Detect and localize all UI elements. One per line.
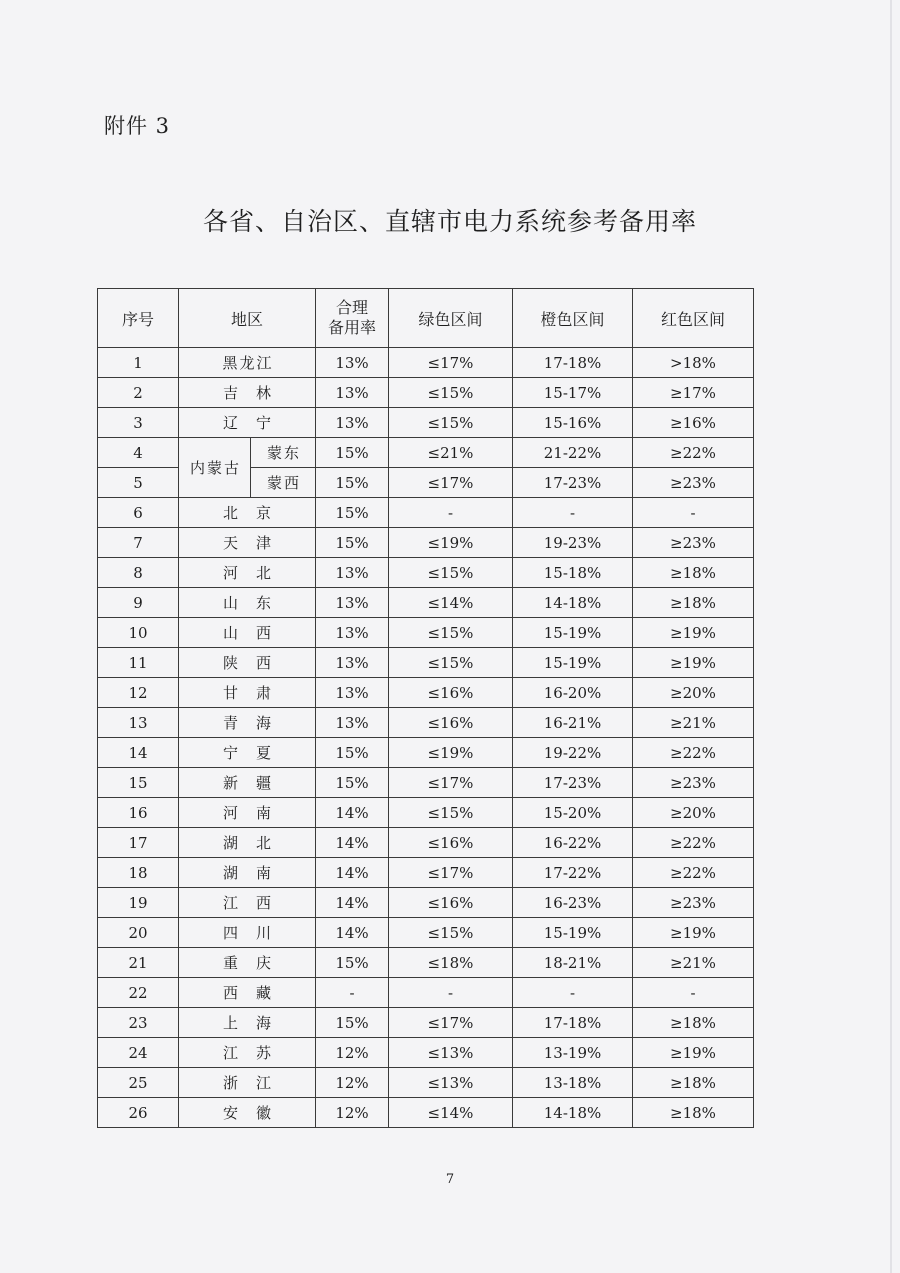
orange-range: 15-19% (513, 618, 633, 648)
table-row (98, 918, 754, 948)
green-range: ≤21% (389, 438, 513, 468)
orange-range: 15-20% (513, 798, 633, 828)
red-range: ≥16% (633, 408, 754, 438)
region-name: 江苏 (179, 1038, 316, 1068)
orange-range: 15-17% (513, 378, 633, 408)
red-range: >18% (633, 348, 754, 378)
table-row (98, 618, 754, 648)
green-range: ≤17% (389, 768, 513, 798)
orange-range: 21-22% (513, 438, 633, 468)
red-range: ≥22% (633, 438, 754, 468)
reserve-rate: 15% (316, 498, 389, 528)
red-range: ≥19% (633, 918, 754, 948)
row-index: 17 (98, 828, 179, 858)
red-range: ≥19% (633, 648, 754, 678)
red-range: ≥18% (633, 558, 754, 588)
header-region: 地区 (179, 289, 316, 348)
region-name: 甘肃 (179, 678, 316, 708)
region-name: 宁夏 (179, 738, 316, 768)
orange-range: - (513, 498, 633, 528)
region-name: 河南 (179, 798, 316, 828)
row-index: 24 (98, 1038, 179, 1068)
region-name: 天津 (179, 528, 316, 558)
green-range: ≤16% (389, 708, 513, 738)
orange-range: 14-18% (513, 1098, 633, 1128)
row-index: 16 (98, 798, 179, 828)
reserve-rate: 15% (316, 468, 389, 498)
page-title: 各省、自治区、直辖市电力系统参考备用率 (202, 207, 697, 236)
table-row (98, 1008, 754, 1038)
green-range: - (389, 498, 513, 528)
orange-range: 18-21% (513, 948, 633, 978)
green-range: ≤16% (389, 828, 513, 858)
table-row (98, 558, 754, 588)
green-range: ≤16% (389, 678, 513, 708)
orange-range: 13-19% (513, 1038, 633, 1068)
region-name: 浙江 (179, 1068, 316, 1098)
row-index: 23 (98, 1008, 179, 1038)
red-range: ≥18% (633, 1098, 754, 1128)
header-green: 绿色区间 (389, 289, 513, 348)
row-index: 1 (98, 348, 179, 378)
green-range: ≤15% (389, 918, 513, 948)
header-reserve-rate (316, 289, 389, 348)
red-range: ≥21% (633, 708, 754, 738)
red-range: ≥23% (633, 528, 754, 558)
row-index: 26 (98, 1098, 179, 1128)
green-range: - (389, 978, 513, 1008)
red-range: ≥19% (633, 1038, 754, 1068)
green-range: ≤15% (389, 408, 513, 438)
row-index: 18 (98, 858, 179, 888)
region-name: 四川 (179, 918, 316, 948)
reserve-rate: 15% (316, 1008, 389, 1038)
reserve-rate: 12% (316, 1068, 389, 1098)
orange-range: 15-19% (513, 918, 633, 948)
table-row (98, 978, 754, 1008)
table-row (98, 738, 754, 768)
green-range: ≤15% (389, 618, 513, 648)
green-range: ≤13% (389, 1038, 513, 1068)
orange-range: 17-22% (513, 858, 633, 888)
orange-range: 16-22% (513, 828, 633, 858)
table-row (98, 828, 754, 858)
red-range: ≥20% (633, 798, 754, 828)
green-range: ≤17% (389, 1008, 513, 1038)
green-range: ≤16% (389, 888, 513, 918)
header-orange: 橙色区间 (513, 289, 633, 348)
table-header-row (98, 289, 754, 348)
row-index: 10 (98, 618, 179, 648)
orange-range: 19-23% (513, 528, 633, 558)
row-index: 9 (98, 588, 179, 618)
reserve-rate: 13% (316, 708, 389, 738)
red-range: ≥18% (633, 1008, 754, 1038)
region-name: 上海 (179, 1008, 316, 1038)
green-range: ≤14% (389, 588, 513, 618)
green-range: ≤15% (389, 558, 513, 588)
green-range: ≤17% (389, 858, 513, 888)
reserve-rate: 13% (316, 678, 389, 708)
region-name: 湖北 (179, 828, 316, 858)
sub-region-name: 蒙西 (251, 468, 316, 498)
table-row (98, 378, 754, 408)
header-index: 序号 (98, 289, 179, 348)
reserve-rate: 13% (316, 348, 389, 378)
reserve-rate: 15% (316, 948, 389, 978)
row-index: 22 (98, 978, 179, 1008)
reserve-rate: 14% (316, 888, 389, 918)
row-index: 3 (98, 408, 179, 438)
row-index: 12 (98, 678, 179, 708)
table-row (98, 1098, 754, 1128)
table-row (98, 858, 754, 888)
header-reserve-line1: 合理 (335, 298, 368, 317)
region-name: 黑龙江 (179, 348, 316, 378)
orange-range: 16-21% (513, 708, 633, 738)
reserve-rate: 12% (316, 1038, 389, 1068)
reserve-rate: 15% (316, 438, 389, 468)
row-index: 21 (98, 948, 179, 978)
reserve-rate: 15% (316, 528, 389, 558)
row-index: 6 (98, 498, 179, 528)
orange-range: 15-18% (513, 558, 633, 588)
row-index: 8 (98, 558, 179, 588)
orange-range: 17-23% (513, 468, 633, 498)
region-name: 江西 (179, 888, 316, 918)
header-red: 红色区间 (633, 289, 754, 348)
red-range: ≥22% (633, 858, 754, 888)
orange-range: - (513, 978, 633, 1008)
reserve-rate: 14% (316, 798, 389, 828)
table-row (98, 348, 754, 378)
orange-range: 17-18% (513, 1008, 633, 1038)
red-range: ≥17% (633, 378, 754, 408)
region-name: 辽宁 (179, 408, 316, 438)
green-range: ≤18% (389, 948, 513, 978)
region-name: 湖南 (179, 858, 316, 888)
green-range: ≤15% (389, 378, 513, 408)
table-body (98, 348, 754, 1128)
green-range: ≤15% (389, 648, 513, 678)
red-range: ≥19% (633, 618, 754, 648)
reserve-rate: 12% (316, 1098, 389, 1128)
reserve-rate: - (316, 978, 389, 1008)
green-range: ≤15% (389, 798, 513, 828)
reserve-rate-table (97, 288, 754, 1128)
table-row (98, 588, 754, 618)
table-row (98, 768, 754, 798)
orange-range: 17-23% (513, 768, 633, 798)
orange-range: 15-19% (513, 648, 633, 678)
orange-range: 14-18% (513, 588, 633, 618)
reserve-rate: 14% (316, 828, 389, 858)
red-range: ≥18% (633, 1068, 754, 1098)
region-name: 青海 (179, 708, 316, 738)
orange-range: 13-18% (513, 1068, 633, 1098)
reserve-rate: 13% (316, 378, 389, 408)
row-index: 20 (98, 918, 179, 948)
reserve-rate: 13% (316, 618, 389, 648)
reserve-rate: 13% (316, 408, 389, 438)
region-name: 重庆 (179, 948, 316, 978)
table-row (98, 528, 754, 558)
row-index: 13 (98, 708, 179, 738)
table-row (98, 708, 754, 738)
table-row (98, 438, 754, 468)
green-range: ≤14% (389, 1098, 513, 1128)
region-name: 河北 (179, 558, 316, 588)
reserve-rate: 13% (316, 648, 389, 678)
row-index: 5 (98, 468, 179, 498)
page-number: 7 (445, 1172, 455, 1187)
header-reserve-line2: 备用率 (327, 318, 376, 337)
row-index: 15 (98, 768, 179, 798)
table-row (98, 798, 754, 828)
red-range: ≥22% (633, 738, 754, 768)
red-range: ≥18% (633, 588, 754, 618)
table-row (98, 1068, 754, 1098)
orange-range: 16-20% (513, 678, 633, 708)
page-edge (890, 0, 892, 1273)
table-row (98, 648, 754, 678)
reserve-rate: 14% (316, 918, 389, 948)
region-name: 山西 (179, 618, 316, 648)
table-row (98, 948, 754, 978)
orange-range: 17-18% (513, 348, 633, 378)
red-range: - (633, 978, 754, 1008)
red-range: ≥23% (633, 468, 754, 498)
row-index: 11 (98, 648, 179, 678)
table-row (98, 408, 754, 438)
green-range: ≤17% (389, 468, 513, 498)
reserve-rate: 15% (316, 768, 389, 798)
reserve-rate: 15% (316, 738, 389, 768)
red-range: ≥23% (633, 888, 754, 918)
reserve-rate: 13% (316, 588, 389, 618)
orange-range: 19-22% (513, 738, 633, 768)
row-index: 2 (98, 378, 179, 408)
red-range: - (633, 498, 754, 528)
table-row (98, 498, 754, 528)
reserve-rate: 13% (316, 558, 389, 588)
green-range: ≤17% (389, 348, 513, 378)
inner-mongolia-cell: 内蒙古 (179, 438, 251, 498)
orange-range: 15-16% (513, 408, 633, 438)
red-range: ≥20% (633, 678, 754, 708)
row-index: 25 (98, 1068, 179, 1098)
region-name: 山东 (179, 588, 316, 618)
green-range: ≤19% (389, 528, 513, 558)
red-range: ≥21% (633, 948, 754, 978)
region-name: 吉林 (179, 378, 316, 408)
green-range: ≤13% (389, 1068, 513, 1098)
red-range: ≥23% (633, 768, 754, 798)
table-row (98, 678, 754, 708)
row-index: 14 (98, 738, 179, 768)
region-name: 新疆 (179, 768, 316, 798)
row-index: 19 (98, 888, 179, 918)
orange-range: 16-23% (513, 888, 633, 918)
row-index: 7 (98, 528, 179, 558)
red-range: ≥22% (633, 828, 754, 858)
region-name: 陕西 (179, 648, 316, 678)
region-name: 安徽 (179, 1098, 316, 1128)
reserve-rate: 14% (316, 858, 389, 888)
green-range: ≤19% (389, 738, 513, 768)
table-row (98, 888, 754, 918)
row-index: 4 (98, 438, 179, 468)
table-row (98, 1038, 754, 1068)
region-name: 北京 (179, 498, 316, 528)
attachment-label: 附件 3 (104, 114, 171, 138)
region-name: 西藏 (179, 978, 316, 1008)
sub-region-name: 蒙东 (251, 438, 316, 468)
